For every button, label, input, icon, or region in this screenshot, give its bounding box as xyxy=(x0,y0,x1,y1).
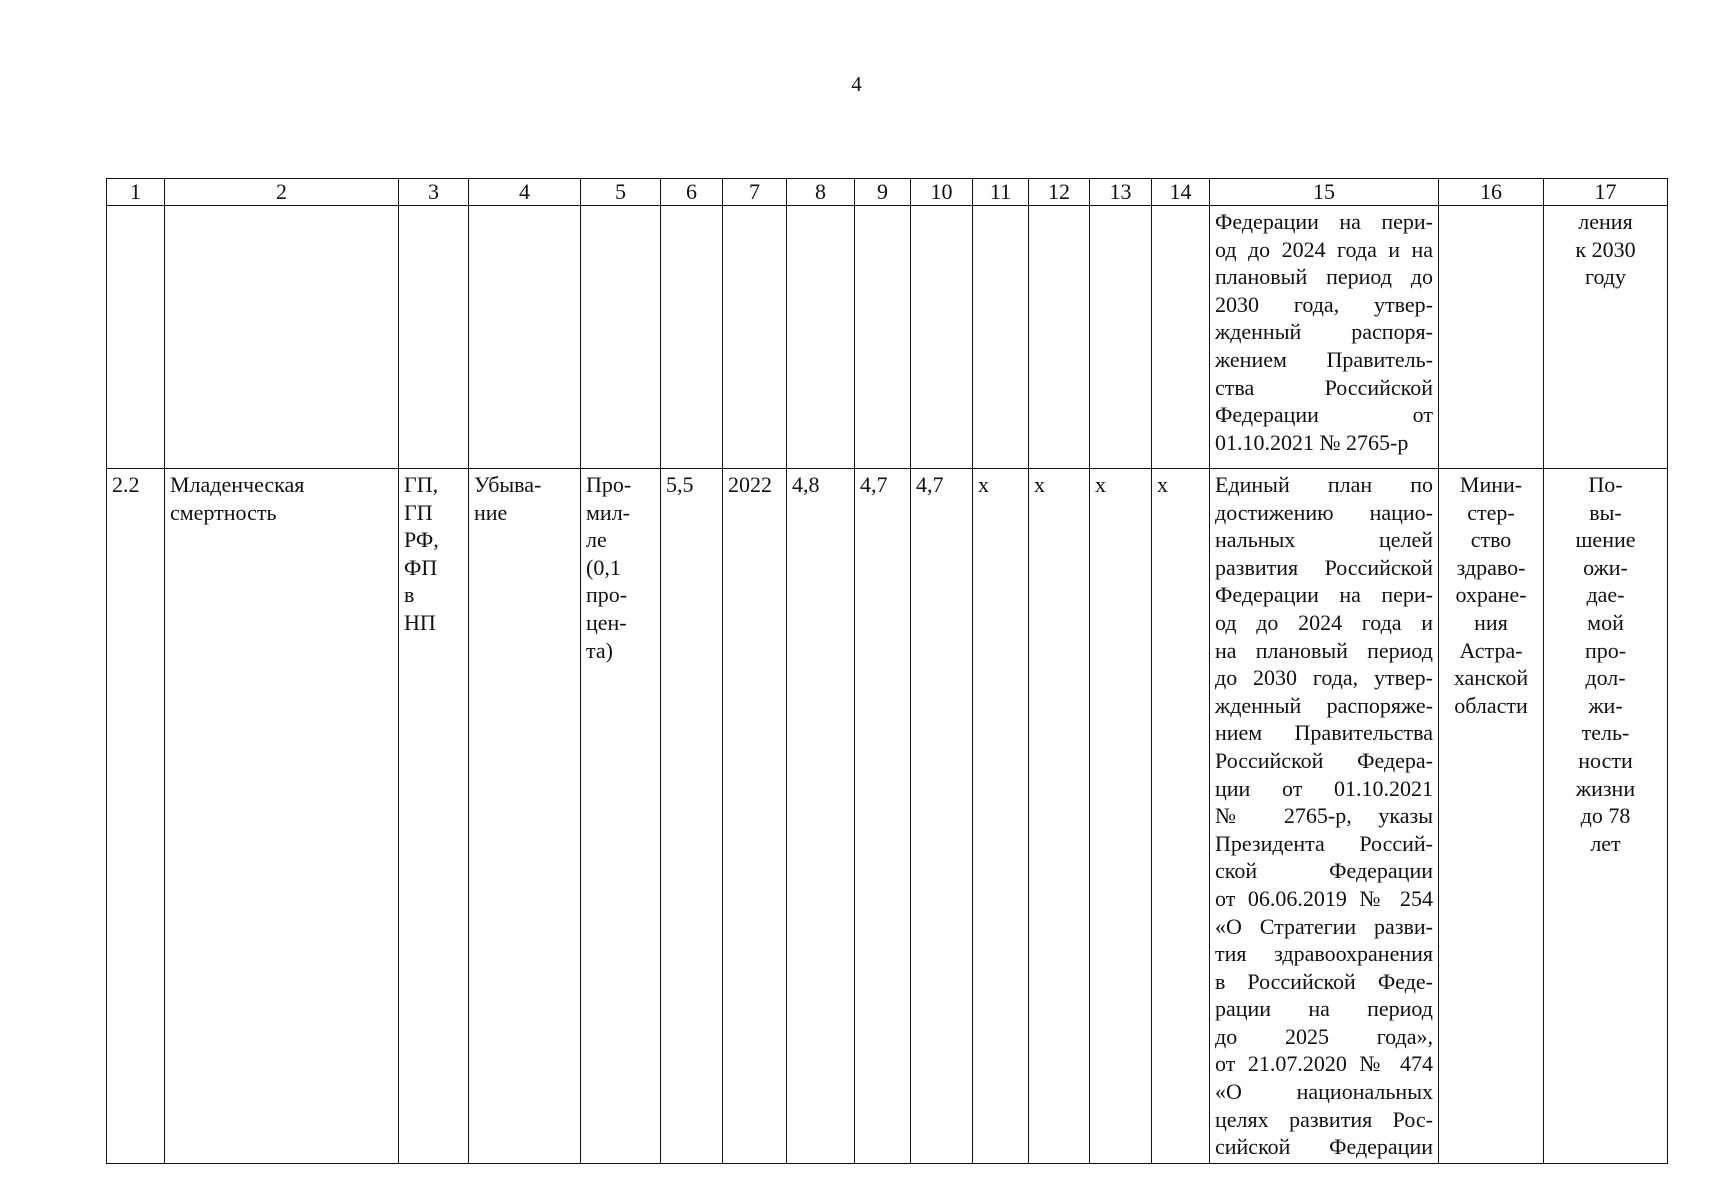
text-line: мил- xyxy=(586,499,630,525)
column-header: 15 xyxy=(1210,179,1439,206)
table-cell xyxy=(1090,206,1152,469)
text-line: дае- xyxy=(1586,582,1625,608)
text-line: Мини- xyxy=(1459,472,1523,497)
column-header: 2 xyxy=(165,179,399,206)
table-cell xyxy=(165,206,399,469)
text-line: до 2025 года», xyxy=(1215,1023,1433,1049)
base-value-cell: 5,5 xyxy=(661,469,723,1164)
column-header: 13 xyxy=(1090,179,1152,206)
text-line: ФП xyxy=(404,554,438,580)
text-line: од до 2024 года и на xyxy=(1215,236,1433,262)
legal-basis-cell xyxy=(1210,206,1439,469)
column-header: 17 xyxy=(1544,179,1668,206)
text-line: та) xyxy=(586,637,613,663)
text-line: до 78 xyxy=(1580,803,1631,829)
text-line: № 2765-р, указы xyxy=(1215,803,1433,829)
value-cell: 4,7 xyxy=(855,469,911,1164)
continuation-row xyxy=(107,206,1668,469)
text-line: мой xyxy=(1587,609,1624,635)
text-line: Про- xyxy=(586,472,632,497)
column-header: 3 xyxy=(399,179,469,206)
text-line: от 21.07.2020 № 474 xyxy=(1215,1051,1433,1077)
table-cell xyxy=(399,206,469,469)
table-cell xyxy=(1152,206,1210,469)
value-cell: х xyxy=(1090,469,1152,1164)
table-cell xyxy=(973,206,1029,469)
indicator-row-2-2 xyxy=(107,469,1668,1164)
table-cell xyxy=(661,206,723,469)
text-line: лет xyxy=(1590,830,1621,856)
text-line: целях развития Рос- xyxy=(1215,1106,1433,1132)
table-cell xyxy=(911,206,973,469)
row-number-cell: 2.2 xyxy=(107,469,165,1164)
text-line: жденный распоря- xyxy=(1215,319,1433,345)
trend-cell xyxy=(469,469,581,1164)
text-line: нальных целей xyxy=(1215,527,1433,553)
text-line: ства Российской xyxy=(1215,374,1433,400)
text-line: ской Федерации xyxy=(1215,858,1433,884)
text-line: ство xyxy=(1470,527,1512,553)
table-cell xyxy=(855,206,911,469)
text-line: вы- xyxy=(1589,499,1622,525)
column-header: 5 xyxy=(581,179,661,206)
text-line: сийской Федерации xyxy=(1215,1134,1433,1160)
text-line: Убыва- xyxy=(474,472,542,497)
responsible-cell xyxy=(1439,469,1544,1164)
text-line: в Российской Феде- xyxy=(1215,968,1433,994)
column-header: 9 xyxy=(855,179,911,206)
text-line: (0,1 xyxy=(586,554,621,580)
value-cell: х xyxy=(1152,469,1210,1164)
text-line: ГП, xyxy=(404,472,439,497)
text-line: рации на период xyxy=(1215,996,1433,1022)
text-line: Федерации от xyxy=(1215,402,1433,428)
column-header: 10 xyxy=(911,179,973,206)
text-line: жением Правитель- xyxy=(1215,346,1433,372)
text-line: ние xyxy=(474,499,508,525)
text-line: од до 2024 года и xyxy=(1215,609,1433,635)
text-line: тия здравоохранения xyxy=(1215,941,1433,967)
text-line: ния xyxy=(1474,609,1508,635)
text-line: здраво- xyxy=(1456,554,1526,580)
table-cell xyxy=(469,206,581,469)
column-header: 11 xyxy=(973,179,1029,206)
text-line: области xyxy=(1454,692,1528,718)
text-line: «О национальных xyxy=(1215,1079,1433,1105)
text-line: ле xyxy=(586,527,607,553)
page-number: 4 xyxy=(851,72,862,96)
unit-cell xyxy=(581,469,661,1164)
text-line: 01.10.2021 № 2765-р xyxy=(1215,429,1409,455)
column-header: 4 xyxy=(469,179,581,206)
value-cell: х xyxy=(1029,469,1090,1164)
column-header: 16 xyxy=(1439,179,1544,206)
column-header: 1 xyxy=(107,179,165,206)
text-line: цен- xyxy=(586,609,627,635)
value-cell: 4,8 xyxy=(787,469,855,1164)
text-line: ханской xyxy=(1453,665,1529,691)
text-line: достижению нацио- xyxy=(1215,499,1433,525)
text-line: Федерации на пери- xyxy=(1215,582,1433,608)
table-cell xyxy=(787,206,855,469)
text-line: 2030 года, утвер- xyxy=(1215,291,1433,317)
text-line: Федерации на пери- xyxy=(1215,209,1433,234)
text-line: Президента Россий- xyxy=(1215,830,1433,856)
text-line: от 06.06.2019 № 254 xyxy=(1215,885,1433,911)
text-line: в xyxy=(404,582,415,608)
text-line: РФ, xyxy=(404,527,439,553)
text-line: смертность xyxy=(170,499,277,525)
text-line: ГП xyxy=(404,499,433,525)
value-cell: 4,7 xyxy=(911,469,973,1164)
text-line: нием Правительства xyxy=(1215,720,1433,746)
text-line: про- xyxy=(1584,637,1627,663)
text-line: жденный распоряже- xyxy=(1215,692,1433,718)
legal-basis-cell xyxy=(1210,469,1439,1164)
column-number-row xyxy=(107,179,1668,206)
text-line: По- xyxy=(1588,472,1623,497)
text-line: дол- xyxy=(1585,665,1626,691)
goal-cell xyxy=(1544,206,1668,469)
text-line: Единый план по xyxy=(1215,472,1433,497)
base-year-cell: 2022 xyxy=(723,469,787,1164)
column-header: 14 xyxy=(1152,179,1210,206)
table-cell xyxy=(1029,206,1090,469)
text-line: шение xyxy=(1575,527,1636,553)
column-header: 7 xyxy=(723,179,787,206)
text-line: тель- xyxy=(1581,720,1630,746)
text-line: ности xyxy=(1578,747,1633,773)
text-line: до 2030 года, утвер- xyxy=(1215,665,1433,691)
indicators-table xyxy=(106,178,1668,1164)
table-cell xyxy=(1439,206,1544,469)
text-line: ции от 01.10.2021 xyxy=(1215,775,1433,801)
text-line: охране- xyxy=(1455,582,1527,608)
text-line: году xyxy=(1584,264,1627,290)
goal-cell xyxy=(1544,469,1668,1164)
text-line: Астра- xyxy=(1459,637,1523,663)
text-line: «О Стратегии разви- xyxy=(1215,913,1433,939)
text-line: Российской Федера- xyxy=(1215,747,1433,773)
column-header: 8 xyxy=(787,179,855,206)
text-line: ожи- xyxy=(1583,554,1628,580)
text-line: стер- xyxy=(1467,499,1515,525)
program-type-cell xyxy=(399,469,469,1164)
table-cell xyxy=(581,206,661,469)
text-line: к 2030 xyxy=(1575,236,1636,262)
text-line: про- xyxy=(586,582,628,608)
column-header: 6 xyxy=(661,179,723,206)
text-line: НП xyxy=(404,609,436,635)
text-line: жи- xyxy=(1588,692,1623,718)
value-cell: х xyxy=(973,469,1029,1164)
indicator-name-cell xyxy=(165,469,399,1164)
text-line: плановый период до xyxy=(1215,264,1433,290)
column-header: 12 xyxy=(1029,179,1090,206)
text-line: Младенческая xyxy=(170,472,305,497)
text-line: жизни xyxy=(1575,775,1636,801)
table-cell xyxy=(723,206,787,469)
table-cell xyxy=(107,206,165,469)
text-line: развития Российской xyxy=(1215,554,1433,580)
text-line: ления xyxy=(1578,209,1633,234)
text-line: на плановый период xyxy=(1215,637,1433,663)
